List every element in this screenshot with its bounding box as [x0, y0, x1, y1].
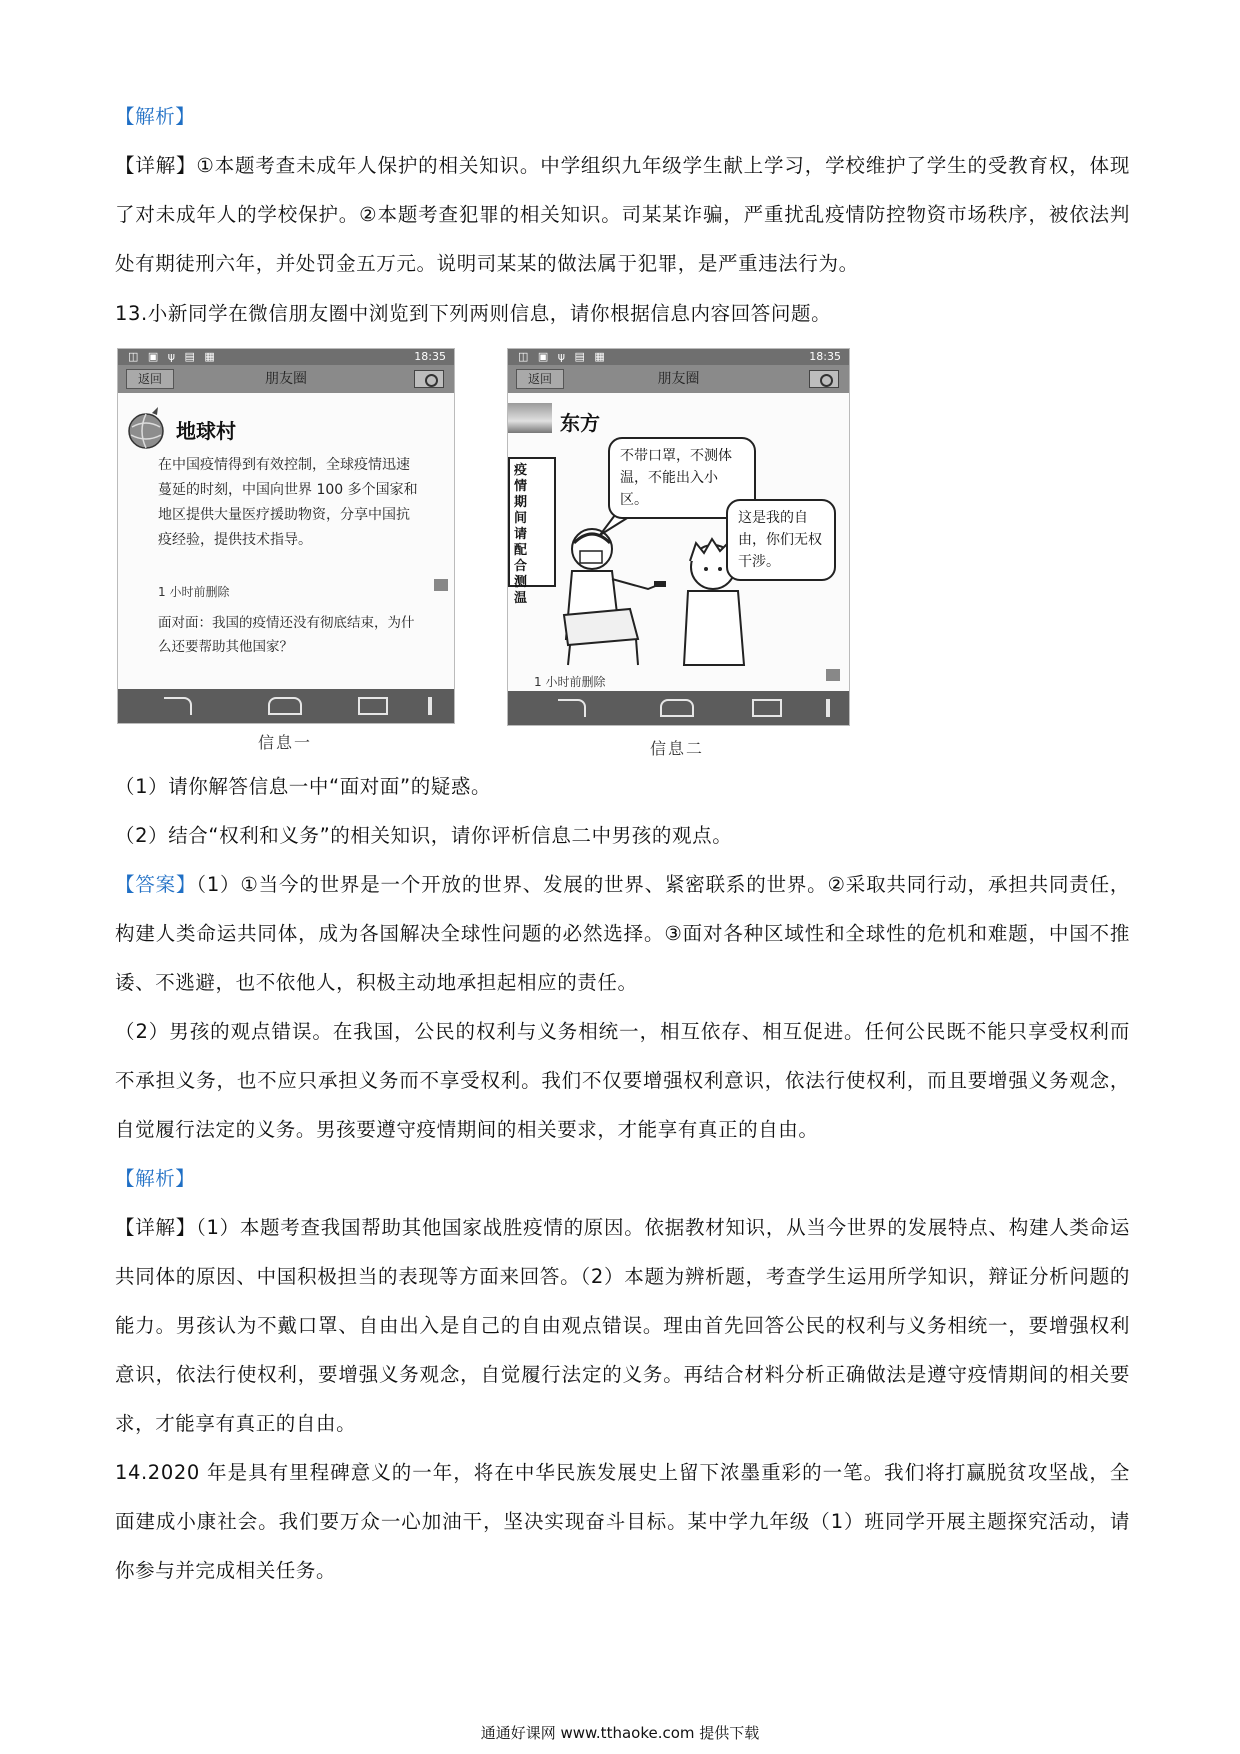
- detail-tag: 【详解】: [115, 154, 197, 177]
- wechat-screenshot-2: [507, 348, 850, 726]
- speech-bubble-staff: 不带口罩，不测体温，不能出入小区。: [608, 437, 756, 519]
- sender-name: 地球村: [176, 419, 236, 443]
- post-meta: 1 小时前删除: [534, 675, 606, 689]
- answer-paragraph-2: （2）男孩的观点错误。在我国，公民的权利与义务相统一，相互依存、相互促进。任何公民既不能只享受权利而不承担义务，也不应只承担义务而不享受权利。我们不仅要增强权利意识，依法行使权利，而且要增强义务观念，自觉履行法定的义务。男孩要遵守疫情期间的相关要求，才能享有真正的自由。: [115, 1020, 1130, 1141]
- sign-text: 疫情期间 请配合测温: [514, 463, 528, 606]
- question-13-stem: 13.小新同学在微信朋友圈中浏览到下列两则信息，请你根据信息内容回答问题。: [115, 302, 832, 325]
- android-nav-bar: [118, 689, 454, 723]
- android-nav-bar: [508, 691, 849, 725]
- home-nav-icon: [660, 699, 694, 717]
- recent-apps-icon: [358, 697, 388, 715]
- status-icons: ◫ ▣ ψ ▤ ▦: [518, 350, 608, 363]
- sender-name: 东方: [560, 411, 600, 435]
- sub-question-2: （2）结合“权利和义务”的相关知识，请你评析信息二中男孩的观点。: [115, 824, 733, 847]
- back-button: 返回: [126, 369, 174, 389]
- analysis-tag: 【解析】: [115, 105, 196, 128]
- detail-paragraph-2: [115, 1203, 1130, 1448]
- menu-dots-icon: [826, 699, 830, 717]
- status-bar: [118, 349, 454, 365]
- comment-icon: [434, 579, 448, 591]
- moments-title: 朋友圈: [657, 371, 700, 387]
- page-footer: 通通好课网 www.tthaoke.com 提供下载: [480, 1724, 760, 1742]
- post-text: 在中国疫情得到有效控制，全球疫情迅速蔓延的时刻，中国向世界 100 多个国家和地区提供大量医疗援助物资，分享中国抗疫经验，提供技术指导。: [158, 457, 418, 548]
- notice-sign: [508, 457, 556, 606]
- avatar-globe-icon: [122, 405, 170, 453]
- back-nav-icon: [164, 697, 192, 715]
- back-nav-icon: [558, 699, 586, 717]
- moments-title: 朋友圈: [265, 371, 307, 387]
- wechat-screenshot-1: [117, 348, 455, 724]
- status-bar: [508, 349, 849, 365]
- detail-text: （1）本题考查我国帮助其他国家战胜疫情的原因。依据教材知识，从当今世界的发展特点、构建人类命运共同体的原因、中国积极担当的表现等方面来回答。（2）本题为辨析题，考查学生运用所学知识，辩证分析问题的能力。男孩认为不戴口罩、自由出入是自己的自由观点错误。理由首先回答公民的权利与义务相统一，要增强权利意识，依法行使权利，要增强义务观念，自觉履行法定的义务。再结合材料分析正确做法是遵守疫情期间的相关要求，才能享有真正的自由。: [115, 1216, 1131, 1435]
- answer-1-text: （1）①当今的世界是一个开放的世界、发展的世界、紧密联系的世界。②采取共同行动，承担共同责任，构建人类命运共同体，成为各国解决全球性问题的必然选择。③面对各种区域性和全球性的危机和难题，中国不推诿、不逃避，也不依他人，积极主动地承担起相应的责任。: [115, 873, 1130, 994]
- analysis-tag: 【解析】: [115, 1167, 196, 1190]
- caption-info-1: 信息一: [258, 733, 313, 752]
- analysis-heading: [115, 92, 1130, 141]
- caption-info-2: 信息二: [650, 739, 705, 758]
- back-button: 返回: [516, 369, 564, 389]
- camera-icon: [414, 370, 444, 388]
- detail-tag: 【详解】: [115, 1216, 196, 1239]
- comment-icon: [826, 669, 840, 681]
- comment-text: 面对面：我国的疫情还没有彻底结束，为什么还要帮助其他国家？: [158, 615, 415, 655]
- title-bar: [508, 365, 849, 393]
- home-nav-icon: [268, 697, 302, 715]
- question-14-stem: 14.2020 年是具有里程碑意义的一年，将在中华民族发展史上留下浓墨重彩的一笔。我们将打赢脱贫攻坚战，全面建成小康社会。我们要万众一心加油干，坚决实现奋斗目标。某中学九年级（1）班同学开展主题探究活动，请你参与并完成相关任务。: [115, 1461, 1130, 1582]
- status-time: 18:35: [809, 350, 841, 363]
- detail-text: ①本题考查未成年人保护的相关知识。中学组织九年级学生献上学习，学校维护了学生的受教育权，体现了对未成年人的学校保护。②本题考查犯罪的相关知识。司某某诈骗，严重扰乱疫情防控物资市场秩序，被依法判处有期徒刑六年，并处罚金五万元。说明司某某的做法属于犯罪，是严重违法行为。: [115, 154, 1130, 275]
- post-meta: 1 小时前删除: [158, 585, 230, 599]
- analysis-heading-2: [115, 1154, 1130, 1203]
- answer-paragraph-1: [115, 860, 1130, 1007]
- speech-bubble-boy: 这是我的自由，你们无权干涉。: [726, 499, 836, 581]
- camera-icon: [809, 370, 839, 388]
- title-bar: [118, 365, 454, 393]
- recent-apps-icon: [752, 699, 782, 717]
- avatar-landscape-icon: [508, 403, 552, 433]
- menu-dots-icon: [428, 697, 432, 715]
- answer-tag: 【答案】: [115, 873, 197, 896]
- sub-question-1: （1）请你解答信息一中“面对面”的疑惑。: [115, 775, 492, 798]
- status-time: 18:35: [414, 350, 446, 363]
- detail-paragraph: [115, 141, 1130, 288]
- status-icons: ◫ ▣ ψ ▤ ▦: [128, 350, 218, 363]
